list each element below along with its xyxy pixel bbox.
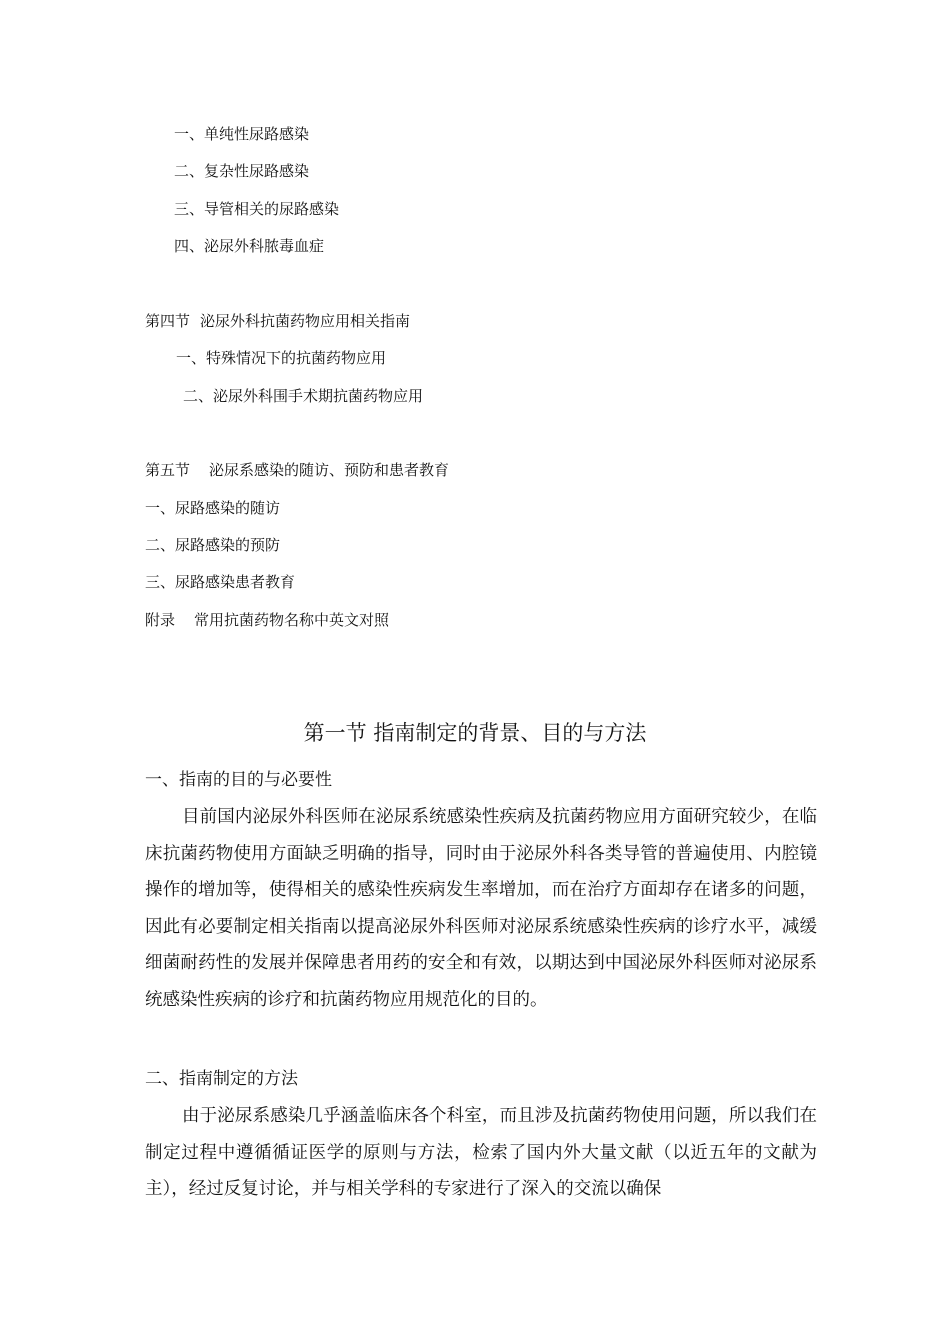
toc-item: 一、单纯性尿路感染 — [174, 125, 310, 143]
toc-section-heading — [145, 460, 449, 480]
toc-item: 三、导管相关的尿路感染 — [174, 200, 340, 218]
toc-item: 一、特殊情况下的抗菌药物应用 — [176, 349, 387, 367]
body-paragraph: 目前国内泌尿外科医师在泌尿系统感染性疾病及抗菌药物应用方面研究较少，在临床抗菌药物使用方面缺乏明确的指导，同时由于泌尿外科各类导管的普遍使用、内腔镜操作的增加等，使得相关的感染性疾病发生率增加，而在治疗方面却存在诸多的问题，因此有必要制定相关指南以提高泌尿外科医师对泌尿系统感染性疾病的诊疗水平，减缓细菌耐药性的发展并保障患者用药的安全和有效，以期达到中国泌尿外科医师对泌尿系统感染性疾病的诊疗和抗菌药物应用规范化的目的。 — [145, 807, 817, 1010]
toc-appendix-title: 常用抗菌药物名称中英文对照 — [194, 611, 390, 629]
toc-section-title: 泌尿系感染的随访、预防和患者教育 — [209, 461, 450, 479]
toc-appendix — [145, 610, 389, 630]
toc-section-label: 第四节 — [145, 312, 191, 330]
toc-item: 四、泌尿外科脓毒血症 — [174, 237, 325, 255]
toc-item: 二、泌尿外科围手术期抗菌药物应用 — [183, 387, 424, 405]
subsection-heading: 一、指南的目的与必要性 — [145, 770, 332, 790]
body-paragraph: 由于泌尿系感染几乎涵盖临床各个科室，而且涉及抗菌药物使用问题，所以我们在制定过程中遵循循证医学的原则与方法，检索了国内外大量文献（以近五年的文献为主），经过反复讨论，并与相关学科的专家进行了深入的交流以确保 — [145, 1106, 817, 1200]
toc-item: 三、尿路感染患者教育 — [145, 573, 296, 591]
toc-section-title: 泌尿外科抗菌药物应用相关指南 — [200, 312, 411, 330]
toc-section-heading — [145, 311, 410, 331]
subsection-heading: 二、指南制定的方法 — [145, 1069, 298, 1089]
toc-item: 二、复杂性尿路感染 — [174, 162, 310, 180]
toc-section-label: 第五节 — [145, 461, 191, 479]
section-title: 第一节 指南制定的背景、目的与方法 — [303, 721, 647, 745]
toc-item: 二、尿路感染的预防 — [145, 536, 281, 554]
toc-item: 一、尿路感染的随访 — [145, 499, 281, 517]
toc-appendix-label: 附录 — [145, 611, 176, 629]
